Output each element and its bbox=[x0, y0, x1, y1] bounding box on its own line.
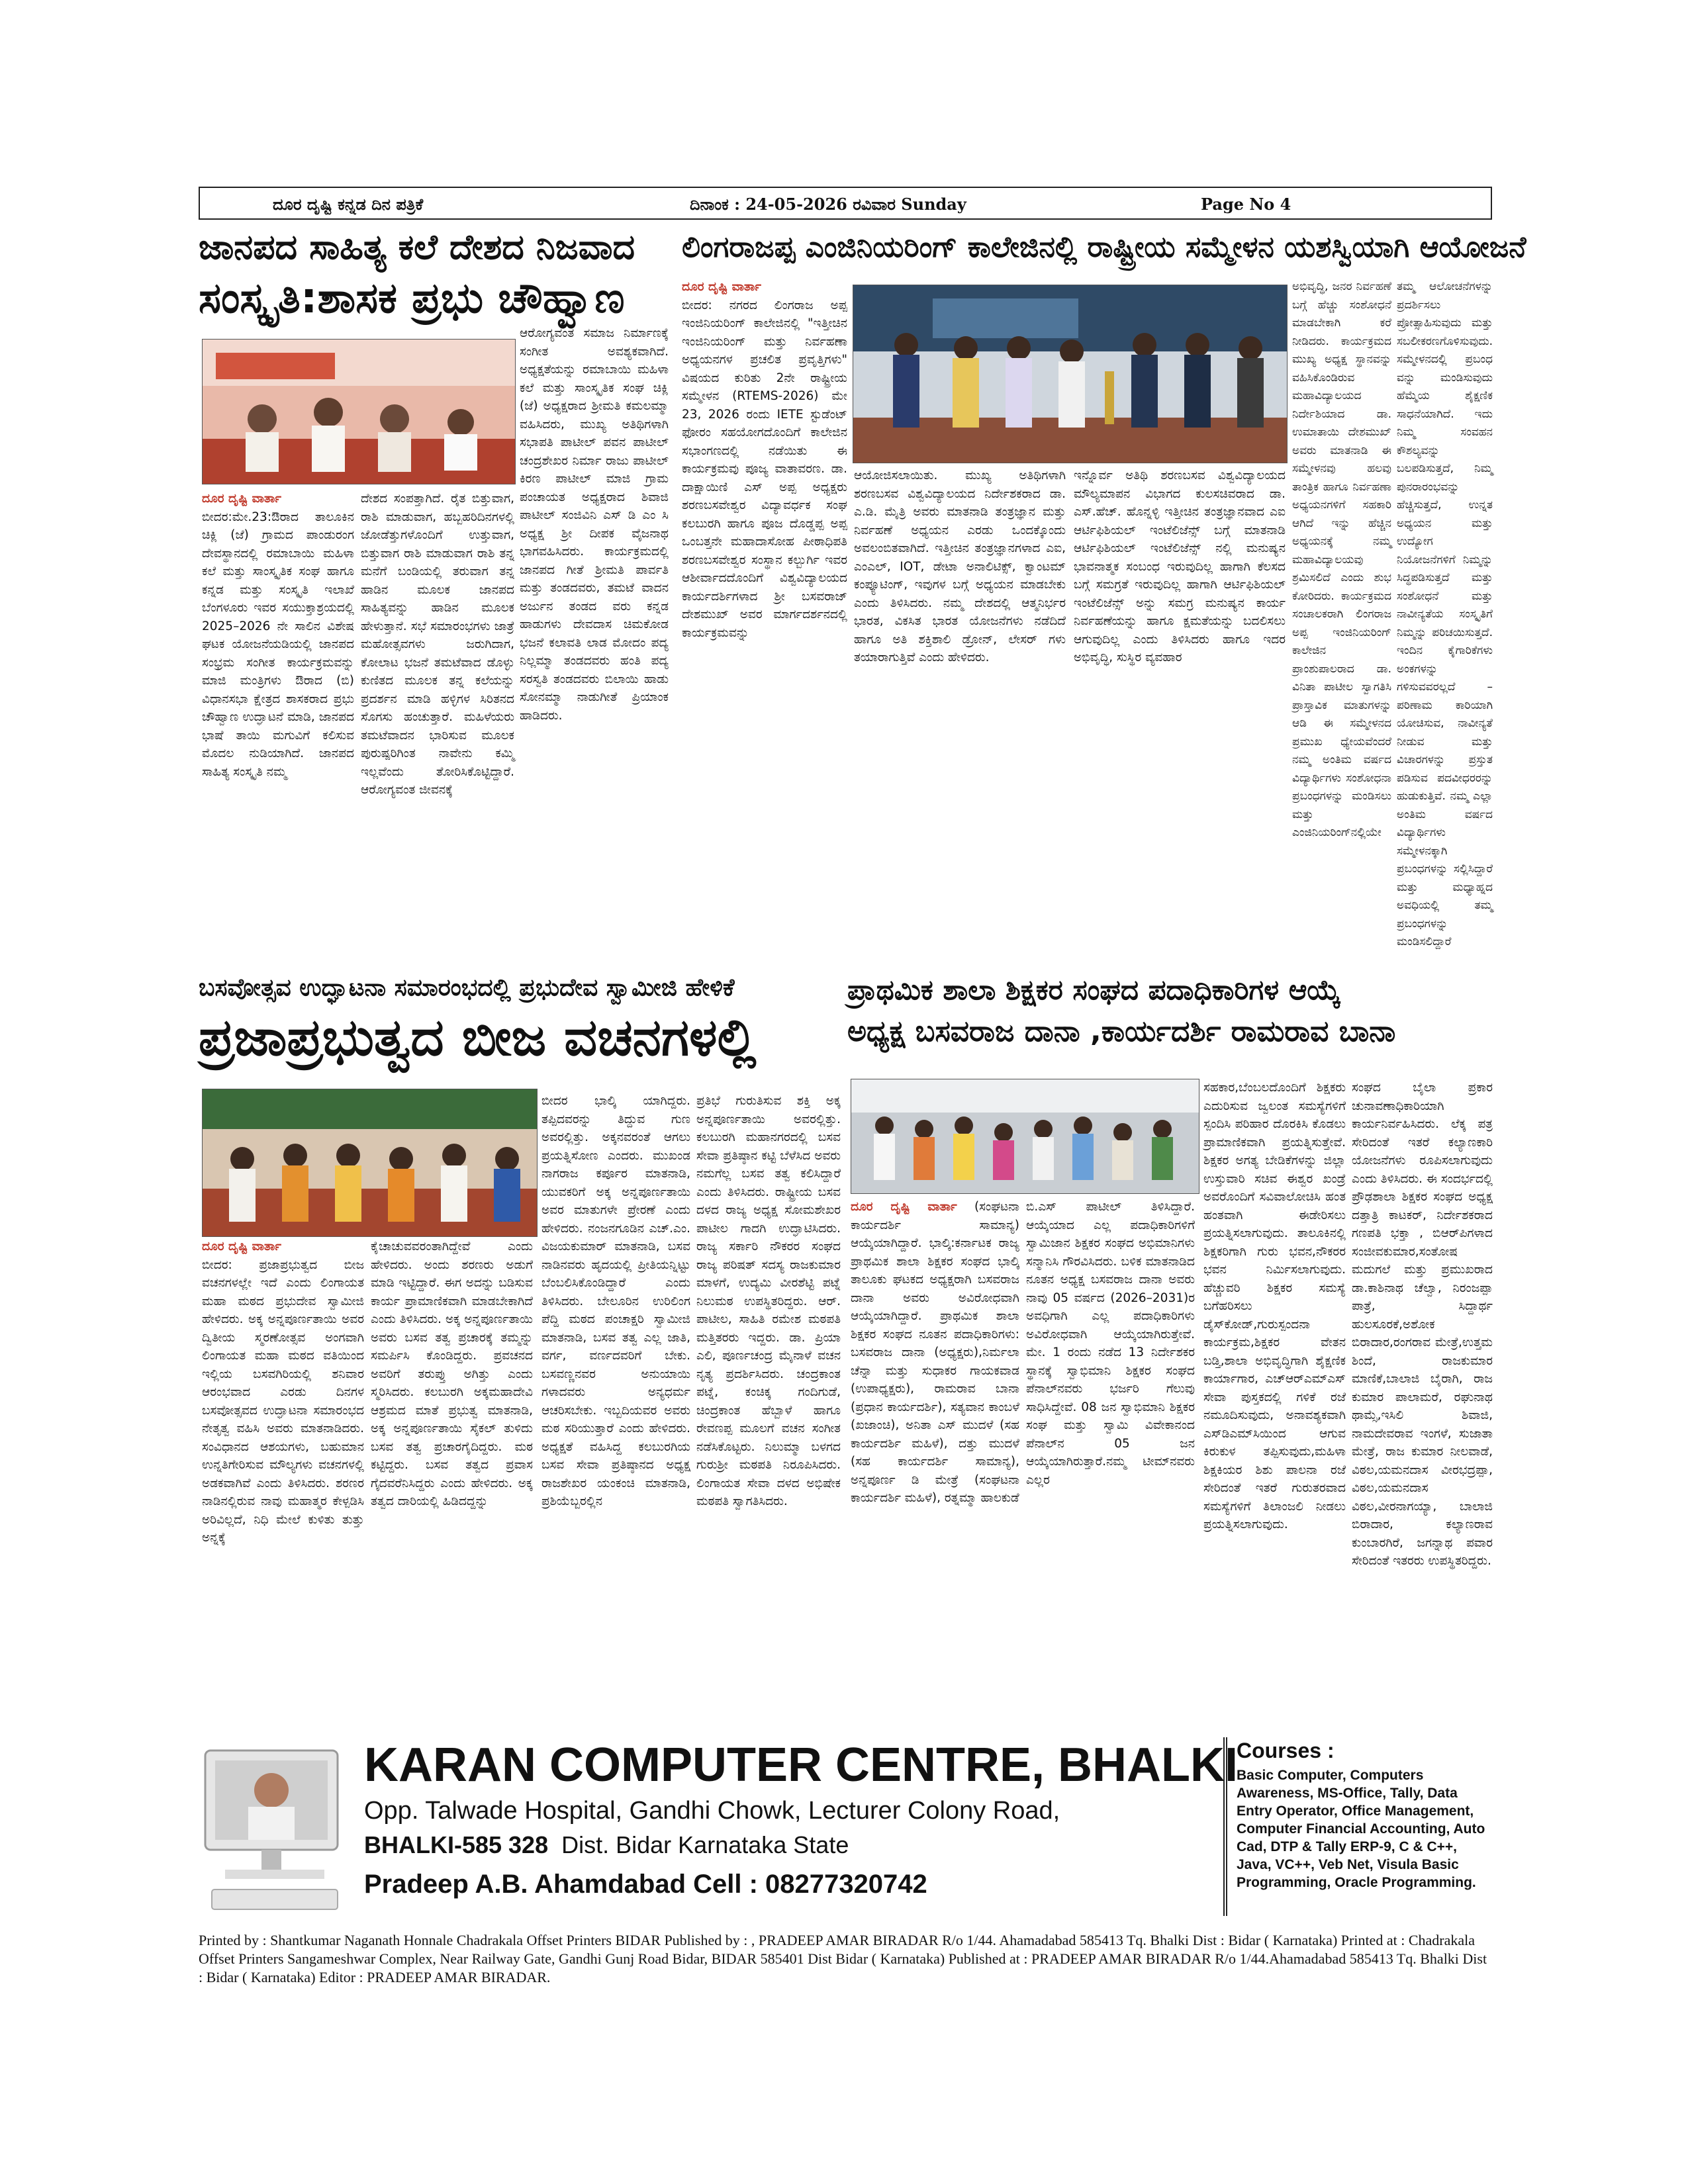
karan-computer-ad bbox=[199, 1737, 1489, 1926]
story4-column-1 bbox=[851, 1198, 1019, 1727]
story1-col1-text: ಬೀದರ:ಮೇ.23:ಔರಾದ ತಾಲೂಕಿನ ಚಿಕ್ಲಿ (ಜೆ) ಗ್ರಾಮದ ಪಾಂಡುರಂಗ ದೇವಸ್ಥಾನದಲ್ಲಿ ರಮಾಬಾಯಿ ಮಹಿಳಾ ಕಲೆ ಮತ್ತು ಸಾಂಸ್ಕೃತಿಕ ಸಂಘ ಹಾಗೂ ಕನ್ನಡ ಮತ್ತು ಸಂಸ್ಕೃತಿ ಇಲಾಖೆ ಬೆಂಗಳೂರು ಇವರ ಸಯುಕ್ತಾಶ್ರಯದಲ್ಲಿ 2025–2026 ನೇ ಸಾಲಿನ ವಿಶೇಷ ಘಟಕ ಯೋಜನೆಯಡಿಯಲ್ಲಿ ಜಾನಪದ ಸಂಭ್ರಮ ಸಂಗೀತ ಕಾರ್ಯಕ್ರಮವನ್ನು ಮಾಜಿ ಮಂತ್ರಿಗಳು ಔರಾದ (ಬಿ) ವಿಧಾನಸಭಾ ಕ್ಷೇತ್ರದ ಶಾಸಕರಾದ ಪ್ರಭು ಚೌಹ್ವಾಣ ಉದ್ಘಾಟನೆ ಮಾಡಿ, ಜಾನಪದ ಭಾಷೆ ತಾಯಿ ಮಗುವಿಗೆ ಕಲಿಸುವ ಮೊದಲ ನುಡಿಯಾಗಿದೆ. ಜಾನಪದ ಸಾಹಿತ್ಯ ಸಂಸ್ಕೃತಿ ನಮ್ಮ bbox=[202, 510, 354, 779]
masthead-bar bbox=[199, 187, 1492, 220]
story4-headline-line1: ಪ್ರಾಥಮಿಕ ಶಾಲಾ ಶಿಕ್ಷಕರ ಸಂಘದ ಪದಾಧಿಕಾರಿಗಳ ಆಯ್ಕೆ bbox=[847, 974, 1341, 1006]
story2-col1-text: ಬೀದರ: ನಗರದ ಲಿಂಗರಾಜ ಅಪ್ಪ ಇಂಜಿನಿಯರಿಂಗ್ ಕಾಲೇಜಿನಲ್ಲಿ "ಇತ್ತೀಚಿನ ಇಂಜಿನಿಯರಿಂಗ್ ಮತ್ತು ನಿರ್ವಹಣಾ ಅಧ್ಯಯನಗಳ ಪ್ರಚಲಿತ ಪ್ರವೃತ್ತಿಗಳು" ವಿಷಯದ ಕುರಿತು 2ನೇ ರಾಷ್ಟ್ರೀಯ ಸಮ್ಮೇಳನ (RTEMS-2026) ಮೇ 23, 2026 ರಂದು IETE ಸ್ಟುಡೆಂಟ್ ಫೋರಂ ಸಹಯೋಗದೊಂದಿಗೆ ಕಾಲೇಜಿನ ಸಭಾಂಗಣದಲ್ಲಿ ನಡೆಯಿತು ಈ ಕಾರ್ಯಕ್ರಮವು ಪೂಜ್ಯ ವಾತಾವರಣ. ಡಾ. ದಾಕ್ಷಾಯಿಣಿ ಎಸ್ ಅಪ್ಪ ಅಧ್ಯಕ್ಷರು ಶರಣಬಸವೇಶ್ವರ ವಿದ್ಯಾವರ್ಧಕ ಸಂಘ ಕಲಬುರಗಿ ಹಾಗೂ ಪೂಜ ದೊಡ್ಡಪ್ಪ ಅಪ್ಪ ಒಂಬತ್ತನೇ ಮಹಾದಾಸೋಹ ಪೀಠಾಧಿಪತಿ ಶರಣಬಸವೇಶ್ವರ ಸಂಸ್ಥಾನ ಕಲ್ಬುರ್ಗಿ ಇವರ ಆಶೀರ್ವಾದದೊಂದಿಗೆ ವಿಶ್ವವಿದ್ಯಾಲಯದ ಕಾರ್ಯದರ್ಶಿಗಳಾದ ಶ್ರೀ ಬಸವರಾಜ್ ದೇಶಮುಖ್ ಅವರ ಮಾರ್ಗದರ್ಶನದಲ್ಲಿ ಕಾರ್ಯಕ್ರಮವನ್ನು bbox=[682, 298, 847, 640]
story2-column-4 bbox=[1292, 278, 1391, 913]
computer-illustration-icon bbox=[199, 1744, 351, 1923]
story2-column-2 bbox=[854, 467, 1066, 913]
story4-column-4 bbox=[1352, 1079, 1493, 1727]
story4-col1-text: (ಸಂಘಟನಾ ಕಾರ್ಯದರ್ಶಿ ಸಾಮಾನ್ಯ) ಆಯ್ಕೆಯಾಗಿದ್ದಾರೆ. ಭಾಲ್ಕಿ:ಕರ್ನಾಟಕ ರಾಜ್ಯ ಪ್ರಾಥಮಿಕ ಶಾಲಾ ಶಿಕ್ಷಕರ ಸಂಘದ ಭಾಲ್ಕಿ ತಾಲೂಕು ಘಟಕದ ಅಧ್ಯಕ್ಷರಾಗಿ ಬಸವರಾಜ ದಾನಾ ಅವರು ಅವಿರೋಧವಾಗಿ ಆಯ್ಕೆಯಾಗಿದ್ದಾರೆ. ಪ್ರಾಥಮಿಕ ಶಾಲಾ ಶಿಕ್ಷಕರ ಸಂಘದ ನೂತನ ಪದಾಧಿಕಾರಿಗಳು: ಬಸವರಾಜ ದಾನಾ (ಅಧ್ಯಕ್ಷರು),ನಿರ್ಮಲಾ ಚೆನ್ನಾ ಮತ್ತು ಸುಧಾಕರ ಗಾಯಕವಾಡ (ಉಪಾಧ್ಯಕ್ಷರು), ರಾಮರಾವ ಬಾನಾ (ಪ್ರಧಾನ ಕಾರ್ಯದರ್ಶಿ), ಸತ್ಯವಾನ ಕಾಂಬಳೆ (ಖಜಾಂಚಿ), ಅನಿತಾ ಎಸ್ ಮುದಳೆ (ಸಹ ಕಾರ್ಯದರ್ಶಿ ಮಹಿಳೆ), ದತ್ತು ಮುದಳೆ (ಸಹ ಕಾರ್ಯದರ್ಶಿ ಸಾಮಾನ್ಯ), ಅನ್ನಪೂರ್ಣ ಡಿ ಮೇತ್ರೆ (ಸಂಘಟನಾ ಕಾರ್ಯದರ್ಶಿ ಮಹಿಳೆ), ರತ್ನಮ್ಮಾ ಹಾಲಕುಡೆ bbox=[851, 1200, 1019, 1505]
ad-business-name: KARAN COMPUTER CENTRE, BHALKI bbox=[364, 1739, 1238, 1792]
story2-col4-text: ಅಭಿವೃದ್ಧಿ, ಜನರ ನಿರ್ವಹಣೆ ಬಗ್ಗೆ ಹೆಚ್ಚು ಸಂಶೋಧನೆ ಮಾಡಬೇಕಾಗಿ ಕರೆ ನೀಡಿದರು. ಕಾರ್ಯಕ್ರಮದ ಮುಖ್ಯ ಅಧ್ಯಕ್ಷ ಸ್ಥಾನವನ್ನು ವಹಿಸಿಕೊಂಡಿರುವ ಮಹಾವಿದ್ಯಾಲಯದ ನಿರ್ದೇಶಿಯಾದ ಡಾ. ಉಮಾತಾಯಿ ದೇಶಮುಖ್ ಅವರು ಮಾತನಾಡಿ ಈ ಸಮ್ಮೇಳನವು ಹಲವು ತಾಂತ್ರಿಕ ಹಾಗೂ ನಿರ್ವಹಣಾ ಅಧ್ಯಯನಗಳಿಗೆ ಸಹಕಾರಿ ಆಗಿದೆ ಇನ್ನು ಹೆಚ್ಚಿನ ಅಧ್ಯಯನಕ್ಕೆ ನಮ್ಮ ಮಹಾವಿದ್ಯಾಲಯವು ಶ್ರಮಿಸಲಿದೆ ಎಂದು ಶುಭ ಕೋರಿದರು. ಕಾರ್ಯಕ್ರಮದ ಸಂಚಾಲಕರಾಗಿ ಲಿಂಗರಾಜ ಅಪ್ಪ ಇಂಜಿನಿಯರಿಂಗ್ ಕಾಲೇಜಿನ ಪ್ರಾಂಶುಪಾಲರಾದ ಡಾ. ವಿನಿತಾ ಪಾಟೀಲ ಸ್ವಾಗತಿಸಿ ಪ್ರಾಸ್ತಾವಿಕ ಮಾತುಗಳನ್ನು ಆಡಿ ಈ ಸಮ್ಮೇಳನದ ಪ್ರಮುಖ ಧ್ಯೇಯವೆಂದರೆ ನಮ್ಮ ಅಂತಿಮ ವರ್ಷದ ವಿದ್ಯಾರ್ಥಿಗಳು ಸಂಶೋಧನಾ ಪ್ರಬಂಧಗಳನ್ನು ಮಂಡಿಸಲು ಮತ್ತು ಎಂಜಿನಿಯರಿಂಗ್‌ನಲ್ಲಿಯೇ bbox=[1292, 280, 1391, 839]
page-number: Page No 4 bbox=[1201, 195, 1291, 214]
ad-courses-title: Courses : bbox=[1237, 1739, 1335, 1762]
story1-column-3 bbox=[520, 324, 669, 913]
story4-col3-text: ಸಹಕಾರ,ಬೆಂಬಲದೊಂದಿಗೆ ಶಿಕ್ಷಕರು ಎದುರಿಸುವ ಜ್ವಲಂತ ಸಮಸ್ಯೆಗಳಿಗೆ ಸ್ಪಂದಿಸಿ ಪರಿಹಾರ ದೊರಕಿಸಿ ಕೊಡಲು ಪ್ರಾಮಾಣಿಕವಾಗಿ ಪ್ರಯತ್ನಿಸುತ್ತೇವೆ. ಶಿಕ್ಷಕರ ಅಗತ್ಯ ಬೇಡಿಕೆಗಳನ್ನು ಜಿಲ್ಲಾ ಉಸ್ತುವಾರಿ ಸಚಿವ ಈಶ್ವರ ಖಂಡ್ರೆ ಅವರೊಂದಿಗೆ ಸವಿವಾಲೋಚಿಸಿ ಹಂತ ಹಂತವಾಗಿ ಈಡೇರಿಸಲು ಪ್ರಯತ್ನಿಸಲಾಗುವುದು. ತಾಲೂಕಿನಲ್ಲಿ ಶಿಕ್ಷಕರಿಗಾಗಿ ಗುರು ಭವನ,ನೌಕರರ ಭವನ ನಿರ್ಮಿಸಲಾಗುವುದು. ಹೆಚ್ಚುವರಿ ಶಿಕ್ಷಕರ ಸಮಸ್ಯೆ ಬಗೆಹರಿಸಲು ಡೈಸ್‌ಕೋಡ್,ಗುರುಸ್ಪಂದನಾ ಕಾರ್ಯಕ್ರಮ,ಶಿಕ್ಷಕರ ವೇತನ ಬಡ್ತಿ,ಶಾಲಾ ಅಭಿವೃದ್ಧಿಗಾಗಿ ಶೈಕ್ಷಣಿಕ ಕಾರ್ಯಾಗಾರ, ಎಚ್‌ಆರ್‌ಎಮ್‌ಎಸ್ ಸೇವಾ ಪುಸ್ತಕದಲ್ಲಿ ಗಳಿಕೆ ರಜೆ ನಮೂದಿಸುವುದು, ಅನಾವಶ್ಯಕವಾಗಿ ಎಸ್‌ಡಿಎಮ್‌ಸಿಯಿಂದ ಆಗುವ ಕಿರುಕುಳ ತಪ್ಪಿಸುವುದು,ಮಹಿಳಾ ಶಿಕ್ಷಕಿಯರ ಶಿಶು ಪಾಲನಾ ರಜೆ ಸೇರಿದಂತೆ ಇತರೆ ಗುರುತರವಾದ ಸಮಸ್ಯೆಗಳಿಗೆ ತಿಲಾಂಜಲಿ ನೀಡಲು ಪ್ರಯತ್ನಿಸಲಾಗುವುದು. bbox=[1203, 1081, 1346, 1531]
story1-headline-line2: ಸಂಸ್ಕೃತಿ:ಶಾಸಕ ಪ್ರಭು ಚೌಹ್ವಾಣ bbox=[199, 274, 625, 323]
story4-column-2 bbox=[1026, 1198, 1195, 1727]
ad-contact: Pradeep A.B. Ahamdabad Cell : 08277320742 bbox=[364, 1870, 927, 1899]
story2-column-5 bbox=[1397, 278, 1493, 948]
story1-col2-text: ದೇಶದ ಸಂಪತ್ತಾಗಿದೆ. ರೈತ ಬಿತ್ತುವಾಗ, ರಾಶಿ ಮಾಡುವಾಗ, ಹಬ್ಬಹರಿದಿನಗಳಲ್ಲಿ ಜೋಡೆತ್ತುಗಳೊಂದಿಗೆ ಉತ್ತುವಾಗ, ಬಿತ್ತುವಾಗ ರಾಶಿ ಮಾಡುವಾಗ ರಾಶಿ ತನ್ನ ಮನೆಗೆ ಬಂಡಿಯಲ್ಲಿ ತರುವಾಗ ತನ್ನ ಹಾಡಿನ ಮೂಲಕ ಜಾನಪದ ಸಾಹಿತ್ಯವನ್ನು ಹಾಡಿನ ಮೂಲಕ ಹೇಳುತ್ತಾನೆ. ಸಭೆ ಸಮಾರಂಭಗಳು ಜಾತ್ರೆ ಮಹೋತ್ಸವಗಳು ಜರುಗಿದಾಗ, ಕೋಲಾಟ ಭಜನೆ ತಮಟೆವಾದ ಡೊಳ್ಳು ಕುಣಿತದ ಮೂಲಕ ತನ್ನ ಕಲೆಯನ್ನು ಪ್ರದರ್ಶನ ಮಾಡಿ ಹಳ್ಳಿಗಳ ಸಿರಿತನದ ಸೊಗಸು ಹಂಚುತ್ತಾರೆ. ಮಹಿಳೆಯರು ತಮಟೆವಾದನ ಭಾರಿಸುವ ಮೂಲಕ ಪುರುಷ್ಪರಿಗಿಂತ ನಾವೇನು ಕಮ್ಮಿ ಇಲ್ಲವೆಂದು ತೋರಿಸಿಕೊಟ್ಟಿದ್ದಾರೆ. ಆರೋಗ್ಯವಂತ ಜೀವನಕ್ಕೆ bbox=[361, 492, 514, 797]
story2-byline: ದೂರ ದೃಷ್ಟಿ ವಾರ್ತಾ bbox=[682, 280, 761, 294]
story2-headline: ಲಿಂಗರಾಜಪ್ಪ ಎಂಜಿನಿಯರಿಂಗ್ ಕಾಲೇಜಿನಲ್ಲಿ ರಾಷ್ಟ್ರೀಯ ಸಮ್ಮೇಳನ ಯಶಸ್ವಿಯಾಗಿ ಆಯೋಜನೆ bbox=[682, 230, 1526, 264]
ad-address-line1: Opp. Talwade Hospital, Gandhi Chowk, Lecturer Colony Road, bbox=[364, 1797, 1060, 1825]
ad-courses-list: Basic Computer, Computers Awareness, MS-Office, Tally, Data Entry Operator, Office Management, Computer Financial Accounting, Auto Cad, DTP & Tally ERP-9, C & C++, Java, VC++, Veb Net, Visula Basic Programming, Oracle Programming. bbox=[1237, 1768, 1485, 1890]
story3-byline: ದೂರ ದೃಷ್ಟಿ ವಾರ್ತಾ bbox=[202, 1240, 281, 1253]
story1-column-2 bbox=[361, 490, 514, 913]
story2-col3-text: ಇನ್ನೊರ್ವ ಅತಿಥಿ ಶರಣಬಸವ ವಿಶ್ವವಿದ್ಯಾಲಯದ ಮೌಲ್ಯಮಾಪನ ವಿಭಾಗದ ಕುಲಸಚಿವರಾದ ಡಾ. ಎಸ್.ಹೆಚ್. ಹೊನ್ನಳ್ಳಿ ಇತ್ತೀಚಿನ ತಂತ್ರಜ್ಞಾನವಾದ ಎಐ ಆರ್ಟಿಫಿಶಿಯಲ್ ಇಂಟೆಲಿಜೆನ್ಸ್ ಬಗ್ಗೆ ಮಾತನಾಡಿ ಆರ್ಟಿಫಿಶಿಯಲ್ ಇಂಟೆಲಿಜೆನ್ಸ್ ನಲ್ಲಿ ಮನುಷ್ಯನ ಭಾವನಾತ್ಮಕ ಸಂಬಂಧ ಇರುವುದಿಲ್ಲ ಹಾಗಾಗಿ ಕೆಲಸದ ಬಗ್ಗೆ ಸಮಗ್ರತೆ ಇರುವುದಿಲ್ಲ ಹಾಗಾಗಿ ಆರ್ಟಿಫಿಶಿಯಲ್ ಇಂಟೆಲಿಜೆನ್ಸ್ ಅನ್ನು ಸಮಗ್ರ ಮನುಷ್ಯನ ಕಾರ್ಯ ನಿರ್ವಹಣೆಯನ್ನು ಹಾಗೂ ಕ್ಷಮತೆಯನ್ನು ಬದಲಿಸಲು ಆಗುವುದಿಲ್ಲ ಎಂದು ತಿಳಿಸಿದರು ಹಾಗೂ ಇದರ ಅಭಿವೃದ್ಧಿ, ಸುಸ್ಥಿರ ವ್ಯವಹಾರ bbox=[1074, 469, 1286, 664]
story4-col4-text: ಸಂಘದ ಬೈಲಾ ಪ್ರಕಾರ ಚುನಾವಣಾಧಿಕಾರಿಯಾಗಿ ಕಾರ್ಯನಿರ್ವಹಿಸಿದರು. ಲೆಕ್ಕ ಪತ್ರ ಸೇರಿದಂತೆ ಇತರೆ ಕಲ್ಯಾಣಕಾರಿ ಯೋಜನೆಗಳು ರೂಪಿಸಲಾಗುವುದು ಎಂದು ತಿಳಿಸಿದರು. ಈ ಸಂದರ್ಭದಲ್ಲಿ ಪ್ರೌಢಶಾಲಾ ಶಿಕ್ಷಕರ ಸಂಘದ ಅಧ್ಯಕ್ಷ ದತ್ತಾತ್ರಿ ಕಾಟಕರ್, ನಿರ್ದೇಶಕರಾದ ಗಣಪತಿ ಭಕ್ತಾ , ಬಿಆರ್‌ಪಿಗಳಾದ ಸಂಜೀವಕುಮಾರ,ಸಂತೋಷ ಮದುಗಲೆ ಮತ್ತು ಪ್ರಮುಖರಾದ ಡಾ.ಕಾಶಿನಾಥ ಚೆಲ್ವಾ, ನಿರಂಜಪ್ಪಾ ಪಾತ್ರೆ, ಸಿದ್ದಾರ್ಥ ಹುಲಸೂರಕೆ,ಅಶೋಕ ಬಿರಾದಾರ,ರಂಗರಾವ ಮೇತ್ರೆ,ಉತ್ತಮ ಶಿಂದೆ, ರಾಜಕುಮಾರ ಮಾಣಿಕೆ,ಬಾಲಾಜಿ ಬೈರಾಗಿ, ರಾಜ ಕುಮಾರ ಪಾಲಾಮರೆ, ರಘುನಾಥ ಥಾಮ್ಸೆ,ಇಸಿಲಿ ಶಿವಾಜಿ, ನಾಮದೇವರಾವ ಇಂಗಳೆ, ಸುಜಾತಾ ಮೇತ್ರೆ, ರಾಜ ಕುಮಾರ ನೀಲವಾಡೆ, ವಿಠಲ,ಯಮನದಾಸ ವೀರಭದ್ರಪ್ಪಾ, ವಿಠಲ,ಯಮನದಾಸ ವಿಠಲ,ವೀರನಾಗಯ್ಯಾ, ಬಾಲಾಜಿ ಬಿರಾದಾರ, ಕಲ್ಯಾಣರಾವ ಕುಂಬಾರಗಿರೆ, ಜಗನ್ನಾಥ ಪವಾರ ಸೇರಿದಂತೆ ಇತರರು ಉಪಸ್ಥಿತರಿದ್ದರು. bbox=[1352, 1081, 1493, 1568]
story4-photo bbox=[851, 1079, 1199, 1194]
story4-column-3 bbox=[1203, 1079, 1346, 1727]
story1-column-1 bbox=[202, 490, 354, 913]
ad-pincode: BHALKI-585 328 bbox=[364, 1831, 549, 1858]
story3-col4-text: ಪ್ರತಿಭೆ ಗುರುತಿಸುವ ಶಕ್ತಿ ಅಕ್ಕ ಅನ್ನಪೂರ್ಣತಾಯಿ ಅವರಲ್ಲಿತ್ತು. ಕಲಬುರಗಿ ಮಹಾನಗರದಲ್ಲಿ ಬಸವ ಸೇವಾ ಪ್ರತಿಷ್ಠಾನ ಕಟ್ಟಿ ಬೆಳೆಸಿದ ಅವರು ನಮಗೆಲ್ಲ ಬಸವ ತತ್ವ ಕಲಿಸಿದ್ದಾರೆ ಎಂದು ತಿಳಿಸಿದರು. ರಾಷ್ಟ್ರೀಯ ಬಸವ ದಳದ ರಾಜ್ಯ ಅಧ್ಯಕ್ಷ ಸೋಮಶೇಖರ ಪಾಟೀಲ ಗಾದಗಿ ಉದ್ಘಾಟಿಸಿದರು. ರಾಜ್ಯ ಸರ್ಕಾರಿ ನೌಕರರ ಸಂಘದ ರಾಜ್ಯ ಪರಿಷತ್ ಸದಸ್ಯ ರಾಜಕುಮಾರ ಮಾಳಗೆ, ಉದ್ಯಮಿ ವೀರಶೆಟ್ಟಿ ಪಟ್ನೆ ನಿಲುಮಠ ಉಪಸ್ಥಿತರಿದ್ದರು. ಆರ್. ಪಾಟೀಲ, ಸಾಹಿತಿ ರಮೇಶ ಮಠಪತಿ ಮತ್ತಿತರರು ಇದ್ದರು. ಡಾ. ಪ್ರಿಯಾ ಎಲಿ, ಪೂರ್ಣಚಂದ್ರ ಮೈನಾಳೆ ವಚನ ನೃತ್ಯ ಪ್ರದರ್ಶಿಸಿದರು. ಚಂದ್ರಕಾಂತ ಪಟ್ನೆ, ಕಂಚಿಕ್ಕ ಗಂದಿಗುಡೆ, ಚಿಂದ್ರಕಾಂತ ಹೆಬ್ಬಾಳೆ ಹಾಗೂ ರೇವಣಪ್ಪ ಮೂಲಗೆ ವಚನ ಸಂಗೀತ ನಡೆಸಿಕೊಟ್ಟರು. ನಿಲುಮ್ಮಾ ಬಳಗದ ಗುರುಶ್ರೀ ಮಠಪತಿ ನಿರೂಪಿಸಿದರು. ಲಿಂಗಾಯತ ಸೇವಾ ದಳದ ಅಭಿಷೇಕ ಮಠಪತಿ ಸ್ವಾಗತಿಸಿದರು. bbox=[696, 1094, 841, 1508]
story3-column-2 bbox=[371, 1238, 533, 1727]
story1-byline: ದೂರ ದೃಷ್ಟಿ ವಾರ್ತಾ bbox=[202, 492, 281, 506]
story3-headline-line1: ಬಸವೋತ್ಸವ ಉದ್ಘಾಟನಾ ಸಮಾರಂಭದಲ್ಲಿ ಪ್ರಭುದೇವ ಸ್ವಾಮೀಜಿ ಹೇಳಿಕೆ bbox=[199, 974, 735, 1001]
ad-district: Dist. Bidar Karnataka State bbox=[561, 1831, 849, 1858]
story3-col3-text: ಬೀದರ ಭಾಲ್ಕಿ ಯಾಗಿದ್ದರು. ತಪ್ಪಿದವರನ್ನು ತಿದ್ದುವ ಗುಣ ಅವರಲ್ಲಿತ್ತು. ಅಕ್ಕನವರಂತೆ ಆಗಲು ಪ್ರಯತ್ನಿಸೋಣ ಎಂದರು. ಮುಖಂಡ ನಾಗರಾಜ ಕರ್ಪೂರ ಮಾತನಾಡಿ, ಯುವಕರಿಗೆ ಅಕ್ಕ ಅನ್ನಪೂರ್ಣತಾಯಿ ಅವರ ಮಾತುಗಳೇ ಪ್ರೇರಣೆ ಎಂದು ಹೇಳಿದರು. ನಂಜನಗೂಡಿನ ಎಚ್.ಎಂ. ವಿಜಯಕುಮಾರ್ ಮಾತನಾಡಿ, ಬಸವ ನಾಡಿನವರು ಹೃದಯಲ್ಲಿ ಪ್ರೀತಿಯನ್ನಿಟ್ಟು ಬೆಂಬಲಿಸಿಕೊಂಡಿದ್ದಾರೆ ಎಂದು ತಿಳಿಸಿದರು. ಬೇಲೂರಿನ ಉರಿಲಿಂಗ ಪೆದ್ದಿ ಮಠದ ಪಂಚಾಕ್ಷರಿ ಸ್ವಾಮೀಜಿ ಮಾತನಾಡಿ, ಬಸವ ತತ್ವ ಎಲ್ಲ ಜಾತಿ, ವರ್ಗ, ವರ್ಣದವರಿಗೆ ಬೇಕು. ಬಸವಣ್ಣನವರ ಅನುಯಾಯಿ ಗಳಾದವರು ಅನ್ಯಧರ್ಮ ಆಚರಿಸಬೇಕು. ಇಬ್ಬದಿಯವರ ಅವರು ಮಠ ಸರಿಯುತ್ತಾರೆ ಎಂದು ಹೇಳಿದರು. ಅಧ್ಯಕ್ಷತೆ ವಹಿಸಿದ್ದ ಕಲಬುರಗಿಯ ಬಸವ ಸೇವಾ ಪ್ರತಿಷ್ಠಾನದ ಅಧ್ಯಕ್ಷ ರಾಜಶೇಖರ ಯಂಕಂಚಿ ಮಾತನಾಡಿ, ಪ್ರಶಿಯೆಬ್ಬರಲ್ಲಿನ bbox=[541, 1094, 690, 1508]
story1-col3-text: ಆರೋಗ್ಯವಂತ ಸಮಾಜ ನಿರ್ಮಾಣಕ್ಕೆ ಸಂಗೀತ ಅವಶ್ಯಕವಾಗಿದೆ. ಅಧ್ಯಕ್ಷತೆಯನ್ನು ರಮಾಬಾಯಿ ಮಹಿಳಾ ಕಲೆ ಮತ್ತು ಸಾಂಸ್ಕೃತಿಕ ಸಂಘ ಚಿಕ್ಲಿ (ಜೆ) ಅಧ್ಯಕ್ಷರಾದ ಶ್ರೀಮತಿ ಕಮಲಮ್ಮಾ ವಹಿಸಿದರು, ಮುಖ್ಯ ಅತಿಥಿಗಳಾಗಿ ಸಭಾಪತಿ ಪಾಟೀಲ್ ಪವನ ಪಾಟೀಲ್ ಚಂದ್ರಶೇಖರ ನಿರ್ಮಾ ರಾಜು ಪಾಟೀಲ್ ಕಿರಣ ಪಾಟೀಲ್ ಮಾಜಿ ಗ್ರಾಮ ಪಂಚಾಯತ ಅಧ್ಯಕ್ಷರಾದ ಶಿವಾಜಿ ಪಾಟೀಲ್ ಸಂಜಿವಿನಿ ಎಸ್ ಡಿ ಎಂ ಸಿ ಅಧ್ಯಕ್ಷ ಶ್ರೀ ದೀಪಕ ವೈಜನಾಥ ಭಾಗವಹಿಸಿದರು. ಕಾರ್ಯಕ್ರಮದಲ್ಲಿ ಜಾನಪದ ಗೀತೆ ಶ್ರೀಮತಿ ಪಾರ್ವತಿ ಮತ್ತು ತಂಡದವರು, ತಮಟೆ ವಾದನ ಅರ್ಜುನ ತಂಡದ ವರು ಕನ್ನಡ ಹಾಡುಗಳು ದೇವದಾಸ ಚಿಮಕೋಡ ಭಜನೆ ಕಲಾವತಿ ಲಾಡ ಮೋದಂ ಪದ್ಯ ನಿಲ್ಲಮ್ಮಾ ತಂಡದವರು ಹಂತಿ ಪದ್ಯ ಸರಸ್ವತಿ ತಂಡದವರು ಬಿಲಾಯಿ ಹಾಡು ಸೋನಮ್ಮಾ ನಾಡುಗೀತೆ ಪ್ರಿಯಾಂಕ ಹಾಡಿದರು. bbox=[520, 326, 669, 723]
story3-col2-text: ಕೈಚಾಚುವವರಂತಾಗಿದ್ದೇವೆ ಎಂದು ಹೇಳಿದರು. ಅಂದು ಶರಣರು ಅಡುಗೆ ಮಾಡಿ ಇಟ್ಟಿದ್ದಾರೆ. ಈಗ ಅದನ್ನು ಬಡಿಸುವ ಕಾರ್ಯ ಪ್ರಾಮಾಣಿಕವಾಗಿ ಮಾಡಬೇಕಾಗಿದೆ ಎಂದು ತಿಳಿಸಿದರು. ಅಕ್ಕ ಅನ್ನಪೂರ್ಣತಾಯಿ ಅವರು ಬಸವ ತತ್ವ ಪ್ರಚಾರಕ್ಕೆ ತಮ್ಮನ್ನು ಸಮರ್ಪಿಸಿ ಕೊಂಡಿದ್ದರು. ಪ್ರವಚನದ ಅವರಿಗೆ ತರುಪ್ತು ಅಗಿತ್ತು ಎಂದು ಸ್ಮರಿಸಿದರು. ಕಲಬುರಗಿ ಅಕ್ಕಮಹಾದೇವಿ ಆಶ್ರಮದ ಮಾತೆ ಪ್ರಭುತ್ವ ಮಾತನಾಡಿ, ಅಕ್ಕ ಅನ್ನಪೂರ್ಣತಾಯಿ ಸೈಕಲ್ ತುಳಿದು ಬಸವ ತತ್ವ ಪ್ರಚಾರಗೈದಿದ್ದರು. ಮಠ ಕಟ್ಟಿದ್ದರು. ಬಸವ ತತ್ವದ ಪ್ರವಾಸ ಗೈದವರೆನಿಸಿದ್ದರು ಎಂದು ಹೇಳಿದರು. ಅಕ್ಕ ತತ್ವದ ದಾರಿಯಲ್ಲಿ ಹಿಡಿದದ್ದನ್ನು bbox=[371, 1240, 533, 1508]
story3-photo bbox=[202, 1089, 538, 1237]
story3-column-3 bbox=[541, 1092, 690, 1727]
story1-photo bbox=[202, 339, 516, 484]
ad-divider bbox=[1223, 1737, 1231, 1916]
story4-byline: ದೂರ ದೃಷ್ಟಿ ವಾರ್ತಾ bbox=[851, 1200, 957, 1214]
story4-col2-text: ಬಿ.ಎಸ್ ಪಾಟೀಲ್ ತಿಳಿಸಿದ್ದಾರೆ. ಆಯ್ಕೆಯಾದ ಎಲ್ಲ ಪದಾಧಿಕಾರಿಗಳಿಗೆ ಸ್ವಾಮಿಜಾನ ಶಿಕ್ಷಕರ ಸಂಘದ ಅಭಿಮಾನಿಗಳು ಸನ್ಮಾನಿಸಿ ಗೌರವಿಸಿದರು. ಬಳಿಕ ಮಾತನಾಡಿದ ನೂತನ ಅಧ್ಯಕ್ಷ ಬಸವರಾಜ ದಾನಾ ಅವರು ನಾವು 05 ವರ್ಷದ (2026–2031)ರ ಅವಧಿಗಾಗಿ ಎಲ್ಲ ಪದಾಧಿಕಾರಿಗಳು ಅವಿರೋಧವಾಗಿ ಆಯ್ಕೆಯಾಗಿರುತ್ತೇವೆ. ಮೇ. 1 ರಂದು ನಡೆದ 13 ನಿರ್ದೇಶಕರ ಸ್ಥಾನಕ್ಕೆ ಸ್ವಾಭಿಮಾನಿ ಶಿಕ್ಷಕರ ಸಂಘದ ಪೆನಾಲ್‌ನವರು ಭರ್ಜರಿ ಗೆಲುವು ಸಾಧಿಸಿದ್ದೇವೆ. 08 ಜನ ಸ್ವಾಭಿಮಾನಿ ಶಿಕ್ಷಕರ ಸಂಘ ಮತ್ತು ಸ್ವಾಮಿ ವಿವೇಕಾನಂದ ಪೆನಾಲ್‌ನ 05 ಜನ ಆಯ್ಕೆಯಾಗಿರುತ್ತಾರೆ.ನಮ್ಮ ಟೀಮ್‌ನವರು ಎಲ್ಲರ bbox=[1026, 1200, 1195, 1487]
story2-column-1 bbox=[682, 278, 847, 913]
print-imprint: Printed by : Shantkumar Naganath Honnale Chadrakala Offset Printers BIDAR Published by : , PRADEEP AMAR BIRADAR R/o 1/44. Ahamadabad 585413 Tq. Bhalki Dist : Bidar ( Karnataka) Printed at : Chadrakala Offset Printers Sangameshwar Complex, Near Railway Gate, Gandhi Gunj Road Bidar, BIDAR 585401 Dist Bidar ( Karnataka) Published at : PRADEEP AMAR BIRADAR R/o 1/44.Ahamadabad 585413 Tq. Bhalki Dist : Bidar ( Karnataka) Editor : PRADEEP AMAR BIRADAR. bbox=[199, 1932, 1487, 1985]
story2-col5-text: ತಮ್ಮ ಆಲೋಚನೆಗಳನ್ನು ಪ್ರದರ್ಶಿಸಲು ಪ್ರೋತ್ಸಾಹಿಸುವುದು ಮತ್ತು ಸಬಲೀಕರಣಗೊಳಿಸುವುದು. ಸಮ್ಮೇಳನದಲ್ಲಿ ಪ್ರಬಂಧ ವನ್ನು ಮಂಡಿಸುವುದು ಹೆಮ್ಮೆಯ ಶೈಕ್ಷಣಿಕ ಸಾಧನೆಯಾಗಿದೆ. ಇದು ನಿಮ್ಮ ಸಂವಹನ ಕೌಶಲ್ಯವನ್ನು ಬಲಪಡಿಸುತ್ತದೆ, ನಿಮ್ಮ ಪುನರಾರಂಭವನ್ನು ಹೆಚ್ಚಿಸುತ್ತದೆ, ಉನ್ನತ ಅಧ್ಯಯನ ಮತ್ತು ಉದ್ಯೋಗ ನಿಯೋಜನೆಗಳಿಗೆ ನಿಮ್ಮನ್ನು ಸಿದ್ಧಪಡಿಸುತ್ತದೆ ಮತ್ತು ಸಂಶೋಧನೆ ಮತ್ತು ನಾವೀನ್ಯತೆಯ ಸಂಸ್ಕೃತಿಗೆ ನಿಮ್ಮನ್ನು ಪರಿಚಯಿಸುತ್ತದೆ. ಇಂದಿನ ಕೈಗಾರಿಕೆಗಳು ಅಂಕಗಳನ್ನು ಗಳಿಸುವವರಲ್ಲದೆ – ಪರಿಣಾಮ ಕಾರಿಯಾಗಿ ಯೋಚಿಸುವ, ನಾವೀನ್ಯತೆ ನೀಡುವ ಮತ್ತು ವಿಚಾರಗಳನ್ನು ಪ್ರಸ್ತುತ ಪಡಿಸುವ ಪದವೀಧರರನ್ನು ಹುಡುಕುತ್ತಿವೆ. ನಮ್ಮ ಎಲ್ಲಾ ಅಂತಿಮ ವರ್ಷದ ವಿದ್ಯಾರ್ಥಿಗಳು ಸಮ್ಮೇಳನಕ್ಕಾಗಿ ಪ್ರಬಂಧಗಳನ್ನು ಸಲ್ಲಿಸಿದ್ದಾರೆ ಮತ್ತು ಮಧ್ಯಾಹ್ನದ ಅವಧಿಯಲ್ಲಿ ತಮ್ಮ ಪ್ರಬಂಧಗಳನ್ನು ಮಂಡಿಸಲಿದ್ದಾರೆ bbox=[1397, 280, 1493, 948]
story3-column-4 bbox=[696, 1092, 841, 1727]
paper-name: ದೂರ ದೃಷ್ಟಿ ಕನ್ನಡ ದಿನ ಪತ್ರಿಕೆ bbox=[273, 195, 424, 214]
story3-headline-line2: ಪ್ರಜಾಪ್ರಭುತ್ವದ ಬೀಜ ವಚನಗಳಲ್ಲಿ bbox=[199, 1008, 757, 1068]
story2-photo bbox=[853, 285, 1288, 463]
story4-headline-line2: ಅಧ್ಯಕ್ಷ ಬಸವರಾಜ ದಾನಾ ,ಕಾರ್ಯದರ್ಶಿ ರಾಮರಾವ ಬಾನಾ bbox=[847, 1015, 1396, 1048]
ad-address-line2 bbox=[364, 1830, 1218, 1860]
story2-column-3 bbox=[1074, 467, 1286, 913]
story3-col1-text: ಬೀದರ: ಪ್ರಜಾಪ್ರಭುತ್ವದ ಬೀಜ ವಚನಗಳಲ್ಲೇ ಇದೆ ಎಂದು ಲಿಂಗಾಯತ ಮಹಾ ಮಠದ ಪ್ರಭುದೇವ ಸ್ವಾಮೀಜಿ ಹೇಳಿದರು. ಅಕ್ಕ ಅನ್ನಪೂರ್ಣತಾಯಿ ಅವರ ದ್ವಿತೀಯ ಸ್ಮರಣೋತ್ಸವ ಅಂಗವಾಗಿ ಲಿಂಗಾಯತ ಮಹಾ ಮಠದ ವತಿಯಿಂದ ಇಲ್ಲಿಯ ಬಸವಗಿರಿಯಲ್ಲಿ ಶನಿವಾರ ಆರಂಭವಾದ ಎರಡು ದಿನಗಳ ಬಸವೋತ್ಸವದ ಉದ್ಘಾಟನಾ ಸಮಾರಂಭದ ನೇತೃತ್ವ ವಹಿಸಿ ಅವರು ಮಾತನಾಡಿದರು. ಸಂವಿಧಾನದ ಆಶಯಗಳು, ಬಹುಮಾನ ಉನ್ನತಿಗೇರಿಸುವ ಮೌಲ್ಯಗಳು ವಚನಗಳಲ್ಲಿ ಅಡಕವಾಗಿವೆ ಎಂದು ತಿಳಿಸಿದರು. ಶರಣರ ನಾಡಿನಲ್ಲಿರುವ ನಾವು ಮಹಾತ್ಮರ ಕೇಳ್ಪಡಿಸಿ ಅರಿವಿಲ್ಲದೆ, ನಿಧಿ ಮೇಲೆ ಕುಳಿತು ತುತ್ತು ಅನ್ನಕ್ಕೆ bbox=[202, 1257, 364, 1545]
story3-column-1 bbox=[202, 1238, 364, 1727]
story1-headline-line1: ಜಾನಪದ ಸಾಹಿತ್ಯ ಕಲೆ ದೇಶದ ನಿಜವಾದ bbox=[199, 228, 635, 267]
story2-col2-text: ಆಯೋಜಿಸಲಾಯಿತು. ಮುಖ್ಯ ಅತಿಥಿಗಳಾಗಿ ಶರಣಬಸವ ವಿಶ್ವವಿದ್ಯಾಲಯದ ನಿರ್ದೇಶಕರಾದ ಡಾ. ಎ.ಡಿ. ಮೈತ್ರಿ ಅವರು ಮಾತನಾಡಿ ತಂತ್ರಜ್ಞಾನ ಮತ್ತು ನಿರ್ವಹಣೆ ಅಧ್ಯಯನ ಎರಡು ಒಂದಕ್ಕೊಂದು ಅವಲಂಬಿತವಾಗಿದೆ. ಇತ್ತೀಚಿನ ತಂತ್ರಜ್ಞಾನಗಳಾದ ಎಐ, ಎಂಎಲ್, IOT, ಡೇಟಾ ಅನಾಲಿಟಿಕ್ಸ್, ಕ್ವಾಂಟಮ್ ಕಂಪ್ಯೂಟಿಂಗ್, ಇವುಗಳ ಬಗ್ಗೆ ಅಧ್ಯಯನ ಮಾಡಬೇಕು ಎಂದು ತಿಳಿಸಿದರು. ನಮ್ಮ ದೇಶದಲ್ಲಿ ಆತ್ಮನಿರ್ಭರ ಭಾರತ, ವಿಕಸಿತ ಭಾರತ ಯೋಜನೆಗಳು ನಡೆದಿದೆ ಹಾಗೂ ಅತಿ ಶಕ್ತಿಶಾಲಿ ಡ್ರೋನ್, ಲೇಸರ್ ಗಳು ತಯಾರಾಗುತ್ತಿವೆ ಎಂದು ಹೇಳಿದರು. bbox=[854, 469, 1066, 664]
issue-date: ದಿನಾಂಕ : 24-05-2026 ರವಿವಾರ Sunday bbox=[690, 195, 966, 214]
